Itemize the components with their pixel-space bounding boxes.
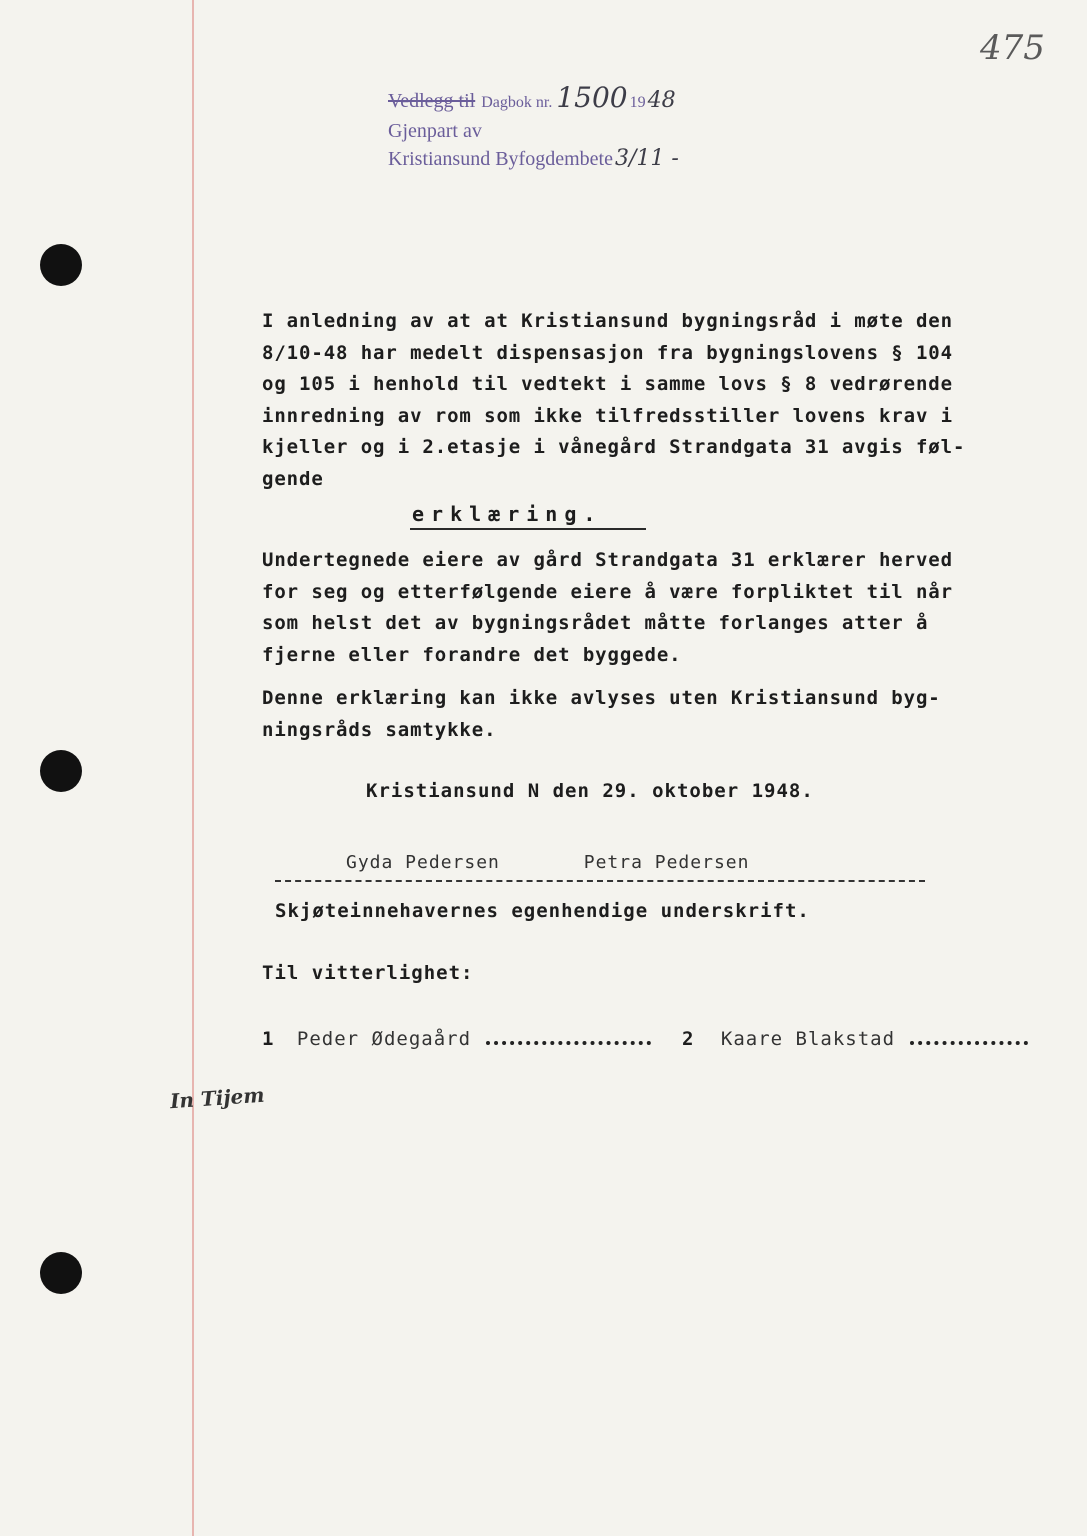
stamp-gjenpart: Gjenpart av [388, 120, 482, 142]
witness-number: 2 [682, 1028, 695, 1050]
owner-signature: Petra Pedersen [583, 852, 750, 873]
owner-signatures [346, 852, 749, 873]
signature-line [275, 880, 925, 882]
dotted-line [486, 1037, 651, 1045]
punch-hole [40, 244, 82, 286]
owners-caption: Skjøteinnehavernes egenhendige underskrift. [275, 900, 810, 922]
place-date: Kristiansund N den 29. oktober 1948. [366, 780, 814, 802]
punch-hole [40, 1252, 82, 1294]
witness-signature: Kaare Blakstad [720, 1028, 896, 1050]
registry-stamp [388, 81, 679, 173]
margin-line [192, 0, 194, 1536]
paragraph-intro: I anledning av at at Kristiansund bygningsråd i møte den 8/10-48 har medelt dispensasjon fra bygningslovens § 104 og 105 i henhold til vedtekt i samme lovs § 8 vedrørende innredning av rom som ikke tilfredsstiller lovens krav i kjeller og i 2.etasje i vånegård Strandgata 31 avgis føl- gende [262, 310, 966, 490]
dotted-line [910, 1037, 1028, 1045]
owner-signature: Gyda Pedersen [346, 852, 500, 873]
stamp-year-prefix: 19 [629, 94, 646, 111]
heading-underline [410, 528, 646, 530]
witness-signature: Peder Ødegaård [296, 1028, 472, 1050]
witness-number: 1 [262, 1028, 275, 1050]
witness-line [682, 1028, 1028, 1050]
stamp-date-hand: 3/11 - [614, 146, 679, 171]
handwritten-initials: In Tijem [169, 1082, 266, 1114]
stamp-office: Kristiansund Byfogdembete [388, 148, 613, 170]
stamp-dagbok-label: Dagbok nr. [481, 94, 553, 111]
page-number: 475 [980, 28, 1045, 68]
punch-hole [40, 750, 82, 792]
witness-label: Til vitterlighet: [262, 962, 474, 984]
stamp-dagbok-number: 1500 [556, 81, 628, 114]
paragraph-condition: Denne erklæring kan ikke avlyses uten Kristiansund byg- ningsråds samtykke. [262, 687, 941, 741]
stamp-struck-text: Vedlegg til [388, 90, 476, 112]
stamp-year-hand: 48 [647, 88, 676, 113]
witness-line [262, 1028, 651, 1050]
paragraph-declaration: Undertegnede eiere av gård Strandgata 31 erklærer herved for seg og etterfølgende eiere å være forpliktet til når som helst det av bygningsrådet måtte forlanges atter å fjerne eller forandre det byggede. [262, 549, 953, 666]
document-heading: erklæring. [412, 502, 603, 526]
